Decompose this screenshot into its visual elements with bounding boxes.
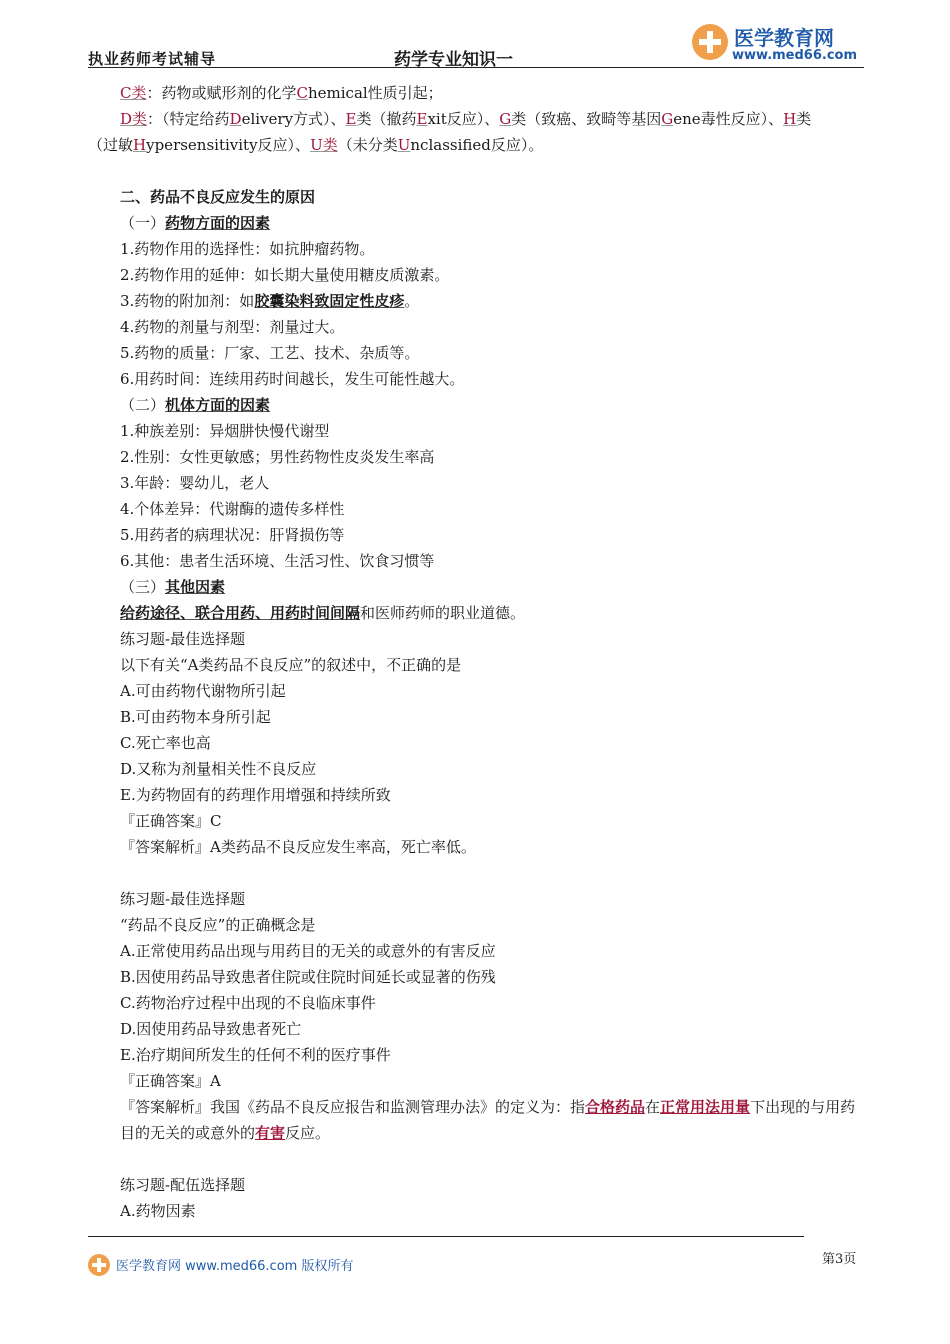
- logo-cross-icon: [692, 24, 728, 60]
- list-item: 4.药物的剂量与剂型：剂量过大。: [120, 318, 345, 336]
- question-stem: 以下有关“A类药品不良反应”的叙述中，不正确的是: [120, 656, 462, 674]
- page-number: 第3页: [822, 1252, 857, 1267]
- subsection-body: （二）机体方面的因素: [120, 396, 271, 414]
- option: C.死亡率也高: [120, 734, 211, 752]
- header-left-title: 执业药师考试辅导: [88, 50, 217, 68]
- logo-title: 医学教育网: [734, 26, 834, 50]
- subsection-other: （三）其他因素: [120, 578, 226, 596]
- list-item: 2.药物作用的延伸：如长期大量使用糖皮质激素。: [120, 266, 450, 284]
- option: C.药物治疗过程中出现的不良临床事件: [120, 994, 376, 1012]
- analysis: 『答案解析』A类药品不良反应发生率高，死亡率低。: [120, 838, 476, 856]
- option: E.治疗期间所发生的任何不利的医疗事件: [120, 1046, 391, 1064]
- list-item: 3.药物的附加剂：如胶囊染料致固定性皮疹。: [120, 292, 420, 310]
- option: A.可由药物代谢物所引起: [120, 682, 286, 700]
- option: A.正常使用药品出现与用药目的无关的或意外的有害反应: [120, 942, 496, 960]
- page-header: [88, 20, 864, 68]
- list-item: 6.其他：患者生活环境、生活习性、饮食习惯等: [120, 552, 435, 570]
- section-title: 二、药品不良反应发生的原因: [120, 188, 316, 206]
- c-class-line: C类：药物或赋形剂的化学Chemical性质引起；: [120, 84, 443, 102]
- option: D.因使用药品导致患者死亡: [120, 1020, 302, 1038]
- question-type: 练习题-配伍选择题: [120, 1176, 246, 1194]
- question-type: 练习题-最佳选择题: [120, 890, 246, 908]
- site-logo[interactable]: [692, 20, 872, 64]
- list-item: 1.种族差别：异烟肼快慢代谢型: [120, 422, 330, 440]
- other-factors: 给药途径、联合用药、用药时间间隔和医师药师的职业道德。: [120, 604, 526, 622]
- question-type: 练习题-最佳选择题: [120, 630, 246, 648]
- list-item: 5.药物的质量：厂家、工艺、技术、杂质等。: [120, 344, 420, 362]
- list-item: 6.用药时间：连续用药时间越长，发生可能性越大。: [120, 370, 465, 388]
- question-stem: “药品不良反应”的正确概念是: [120, 916, 316, 934]
- header-center-title: 药学专业知识一: [394, 50, 513, 70]
- list-item: 5.用药者的病理状况：肝肾损伤等: [120, 526, 345, 544]
- option: D.又称为剂量相关性不良反应: [120, 760, 317, 778]
- d-class-line: D类：（特定给药Delivery方式）、E类（撤药Exit反应）、G类（致癌、致畸等基因Gene毒性反应）、H类: [120, 110, 812, 128]
- option: A.药物因素: [120, 1202, 196, 1220]
- header-divider: [88, 67, 864, 68]
- answer: 『正确答案』A: [120, 1072, 221, 1090]
- footer-copyright[interactable]: 医学教育网 www.med66.com 版权所有: [116, 1259, 354, 1274]
- option: E.为药物固有的药理作用增强和持续所致: [120, 786, 391, 804]
- option: B.因使用药品导致患者住院或住院时间延长或显著的伤残: [120, 968, 496, 986]
- footer-divider: [88, 1236, 804, 1237]
- option: B.可由药物本身所引起: [120, 708, 271, 726]
- list-item: 3.年龄：婴幼儿，老人: [120, 474, 270, 492]
- logo-url: www.med66.com: [732, 48, 858, 63]
- list-item: 2.性别：女性更敏感；男性药物性皮炎发生率高: [120, 448, 435, 466]
- analysis: 『答案解析』我国《药品不良反应报告和监测管理办法》的定义为：指合格药品在正常用法用量下出现的与用药目的无关的或意外的有害反应。: [120, 1098, 856, 1142]
- answer: 『正确答案』C: [120, 812, 222, 830]
- footer-logo-icon: [88, 1254, 110, 1276]
- d-class-line-2: （过敏Hypersensitivity反应）、U类（未分类Unclassified反应）。: [88, 136, 544, 154]
- list-item: 1.药物作用的选择性：如抗肿瘤药物。: [120, 240, 375, 258]
- subsection-drug: （一）药物方面的因素: [120, 214, 271, 232]
- list-item: 4.个体差异：代谢酶的遗传多样性: [120, 500, 345, 518]
- document-body: [88, 80, 866, 1224]
